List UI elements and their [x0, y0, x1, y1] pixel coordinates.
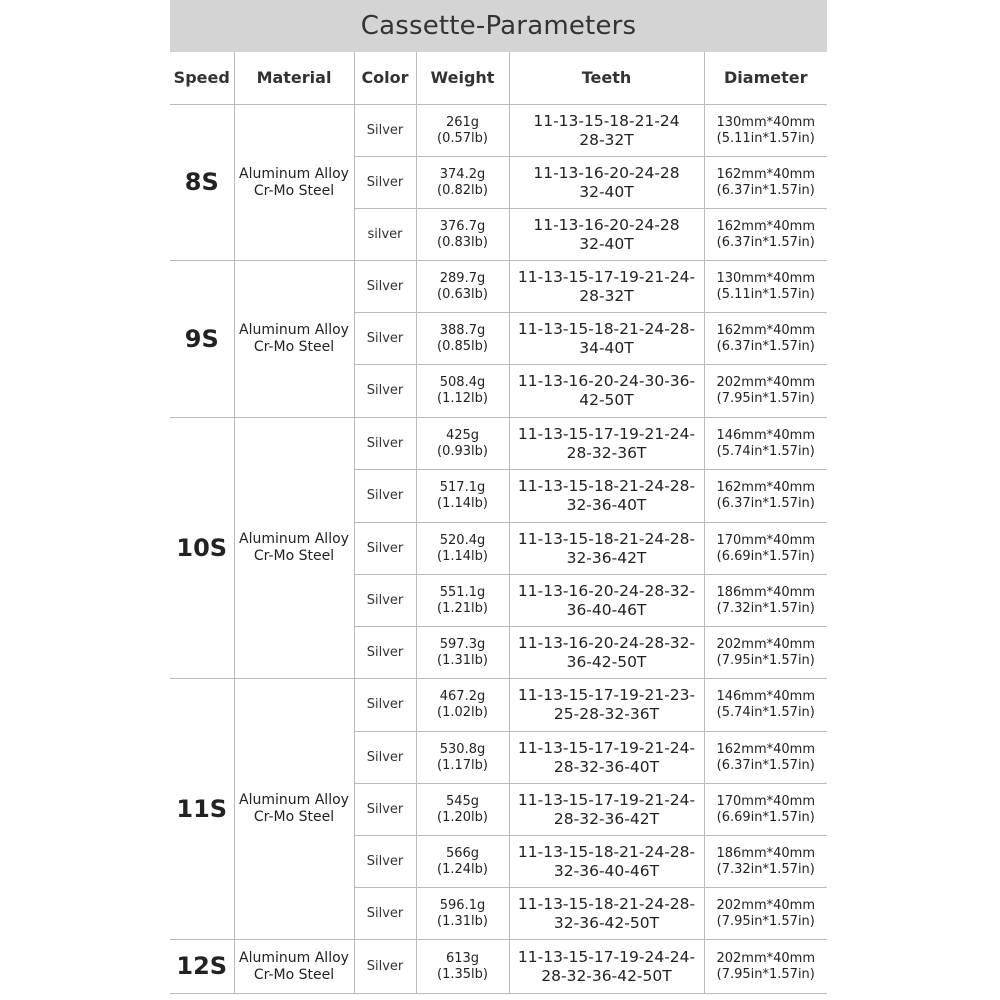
cell-line: (6.37in*1.57in) [716, 496, 815, 511]
diameter-cell [704, 732, 827, 784]
cell-line: Aluminum Alloy [239, 949, 349, 966]
cell-line: (6.37in*1.57in) [716, 234, 815, 250]
cell-line: 530.8g [439, 741, 486, 757]
teeth-cell [509, 888, 704, 940]
weight-cell [416, 523, 509, 575]
diameter-cell [704, 470, 827, 523]
material-cell [234, 105, 354, 261]
teeth-cell [509, 679, 704, 732]
cell-line: 11-13-15-17-19-21-24- [517, 424, 696, 443]
table-body [170, 105, 827, 994]
teeth-cell [509, 105, 704, 157]
color-cell: Silver [354, 679, 416, 732]
cell-line: (5.11in*1.57in) [716, 130, 815, 146]
teeth-cell [509, 157, 704, 209]
header-row [170, 52, 827, 105]
cell-line: 162mm*40mm [716, 218, 815, 234]
material-cell [234, 679, 354, 940]
color-cell: silver [354, 209, 416, 261]
color-cell: Silver [354, 157, 416, 209]
header-speed: Speed [170, 52, 234, 105]
cell-line: (1.31lb) [437, 652, 488, 668]
cell-line: 36-40-46T [566, 600, 647, 619]
header-diameter: Diameter [704, 52, 827, 105]
teeth-cell [509, 470, 704, 523]
weight-cell [416, 627, 509, 679]
color-cell: Silver [354, 105, 416, 157]
page-title: Cassette-Parameters [360, 11, 637, 41]
cell-line: (0.93lb) [437, 443, 488, 459]
cell-line: (1.12lb) [437, 391, 488, 406]
cell-line: 11-13-15-17-19-21-23- [517, 686, 696, 705]
speed-cell: 10S [170, 418, 234, 679]
diameter-cell [704, 105, 827, 157]
cell-line: 289.7g [439, 270, 486, 286]
cell-line: 11-13-15-18-21-24-28- [517, 529, 696, 548]
cell-line: (1.14lb) [437, 496, 488, 511]
cell-line: 11-13-16-20-24-30-36- [517, 372, 696, 391]
teeth-cell [509, 784, 704, 836]
cell-line: (0.85lb) [437, 338, 488, 354]
diameter-cell [704, 940, 827, 994]
cell-line: (7.95in*1.57in) [716, 966, 815, 982]
cell-line: (5.74in*1.57in) [716, 705, 815, 720]
cell-line: Aluminum Alloy [239, 165, 349, 182]
cell-line: 508.4g [439, 375, 486, 391]
cell-line: 261g [445, 114, 480, 130]
cell-line: 613g [445, 950, 480, 966]
title-banner [170, 0, 827, 52]
cell-line: 202mm*40mm [716, 375, 815, 391]
diameter-cell [704, 784, 827, 836]
cell-line: 11-13-15-17-19-21-24- [517, 790, 696, 809]
cell-line: (1.21lb) [437, 600, 488, 616]
cell-line: 28-32-36-42T [553, 809, 660, 828]
diameter-cell [704, 365, 827, 418]
cell-line: 162mm*40mm [716, 166, 815, 182]
cell-line: (6.69in*1.57in) [716, 809, 815, 825]
cell-line: Cr-Mo Steel [253, 182, 335, 199]
color-cell: Silver [354, 418, 416, 470]
cell-line: 146mm*40mm [716, 689, 815, 705]
color-cell: Silver [354, 575, 416, 627]
diameter-cell [704, 157, 827, 209]
material-cell [234, 261, 354, 418]
diameter-cell [704, 261, 827, 313]
cell-line: (7.95in*1.57in) [716, 652, 815, 668]
header-material: Material [234, 52, 354, 105]
cell-line: 28-32T [579, 130, 634, 149]
weight-cell [416, 365, 509, 418]
diameter-cell [704, 209, 827, 261]
teeth-cell [509, 418, 704, 470]
cell-line: 32-40T [579, 182, 634, 201]
cell-line: (0.57lb) [437, 130, 488, 146]
speed-cell: 9S [170, 261, 234, 418]
diameter-cell [704, 575, 827, 627]
cell-line: Cr-Mo Steel [253, 548, 335, 564]
cell-line: 11-13-16-20-24-28-32- [517, 581, 696, 600]
cell-line: 25-28-32-36T [553, 705, 660, 723]
color-cell: Silver [354, 627, 416, 679]
weight-cell [416, 836, 509, 888]
color-cell: Silver [354, 836, 416, 888]
color-cell: Silver [354, 261, 416, 313]
cell-line: 566g [445, 845, 480, 861]
cell-line: 32-36-40T [566, 496, 647, 514]
cell-line: (0.83lb) [437, 234, 488, 250]
cell-line: 36-42-50T [566, 652, 647, 671]
cell-line: 11-13-15-18-21-24-28- [517, 477, 696, 496]
teeth-cell [509, 836, 704, 888]
weight-cell [416, 784, 509, 836]
cell-line: 11-13-15-18-21-24-28- [517, 842, 696, 861]
cell-line: (7.32in*1.57in) [716, 861, 815, 877]
cell-line: (1.20lb) [437, 809, 488, 825]
cell-line: (0.82lb) [437, 182, 488, 198]
weight-cell [416, 888, 509, 940]
cell-line: (1.35lb) [437, 966, 488, 982]
teeth-cell [509, 575, 704, 627]
color-cell: Silver [354, 470, 416, 523]
cell-line: 374.2g [439, 166, 486, 182]
cell-line: 11-13-15-18-21-24-28- [517, 319, 696, 338]
cell-line: 520.4g [439, 532, 486, 548]
cell-line: 11-13-15-18-21-24-28- [517, 894, 696, 913]
diameter-cell [704, 836, 827, 888]
cell-line: (6.69in*1.57in) [716, 548, 815, 564]
table-row [170, 261, 827, 313]
cell-line: (1.02lb) [437, 705, 488, 720]
color-cell: Silver [354, 784, 416, 836]
weight-cell [416, 261, 509, 313]
cell-line: (7.95in*1.57in) [716, 391, 815, 406]
cell-line: (7.32in*1.57in) [716, 600, 815, 616]
header-color: Color [354, 52, 416, 105]
cell-line: (6.37in*1.57in) [716, 182, 815, 198]
cell-line: 425g [445, 427, 480, 443]
cell-line: 202mm*40mm [716, 950, 815, 966]
cell-line: 42-50T [579, 391, 634, 409]
table-row [170, 418, 827, 470]
weight-cell [416, 105, 509, 157]
cell-line: 170mm*40mm [716, 532, 815, 548]
cell-line: Cr-Mo Steel [253, 339, 335, 355]
cell-line: 162mm*40mm [716, 741, 815, 757]
cell-line: 162mm*40mm [716, 480, 815, 496]
cell-line: (1.14lb) [437, 548, 488, 564]
teeth-cell [509, 313, 704, 365]
speed-cell: 8S [170, 105, 234, 261]
teeth-cell [509, 261, 704, 313]
cell-line: 32-36-42T [566, 548, 647, 567]
header-teeth: Teeth [509, 52, 704, 105]
weight-cell [416, 418, 509, 470]
table-row [170, 940, 827, 994]
material-cell [234, 940, 354, 994]
cell-line: (1.24lb) [437, 861, 488, 877]
cell-line: Aluminum Alloy [239, 322, 349, 339]
teeth-cell [509, 523, 704, 575]
cell-line: 551.1g [439, 584, 486, 600]
teeth-cell [509, 732, 704, 784]
diameter-cell [704, 888, 827, 940]
cell-line: Aluminum Alloy [239, 531, 349, 548]
material-cell [234, 418, 354, 679]
color-cell: Silver [354, 313, 416, 365]
cell-line: 146mm*40mm [716, 427, 815, 443]
table-row [170, 105, 827, 157]
cell-line: 376.7g [439, 218, 486, 234]
cassette-parameters-table [170, 52, 827, 994]
cell-line: 517.1g [439, 480, 486, 496]
diameter-cell [704, 523, 827, 575]
cell-line: 186mm*40mm [716, 845, 815, 861]
table-row [170, 679, 827, 732]
cell-line: 11-13-16-20-24-28-32- [517, 633, 696, 652]
cell-line: 11-13-15-17-19-21-24- [517, 738, 696, 757]
teeth-cell [509, 940, 704, 994]
cell-line: (7.95in*1.57in) [716, 913, 815, 929]
cell-line: 28-32T [579, 286, 634, 305]
cell-line: 32-36-42-50T [553, 913, 660, 932]
cell-line: 545g [445, 793, 480, 809]
cell-line: 11-13-15-17-19-24-24- [517, 947, 696, 966]
diameter-cell [704, 627, 827, 679]
cell-line: (1.17lb) [437, 757, 488, 773]
color-cell: Silver [354, 940, 416, 994]
cell-line: 28-32-36-40T [553, 757, 660, 776]
cell-line: (0.63lb) [437, 286, 488, 302]
weight-cell [416, 575, 509, 627]
teeth-cell [509, 627, 704, 679]
cell-line: 597.3g [439, 636, 486, 652]
cell-line: (5.74in*1.57in) [716, 443, 815, 459]
cell-line: 202mm*40mm [716, 897, 815, 913]
cell-line: 130mm*40mm [716, 270, 815, 286]
speed-cell: 12S [170, 940, 234, 994]
cell-line: 11-13-16-20-24-28 [533, 163, 680, 182]
speed-cell: 11S [170, 679, 234, 940]
color-cell: Silver [354, 365, 416, 418]
teeth-cell [509, 209, 704, 261]
cell-line: 32-40T [579, 234, 634, 253]
weight-cell [416, 732, 509, 784]
cell-line: 11-13-15-18-21-24 [533, 111, 680, 130]
diameter-cell [704, 418, 827, 470]
cell-line: (1.31lb) [437, 913, 488, 929]
cell-line: Cr-Mo Steel [253, 809, 335, 825]
cell-line: (5.11in*1.57in) [716, 286, 815, 302]
cell-line: 11-13-15-17-19-21-24- [517, 267, 696, 286]
diameter-cell [704, 679, 827, 732]
weight-cell [416, 940, 509, 994]
cell-line: 388.7g [439, 322, 486, 338]
color-cell: Silver [354, 523, 416, 575]
weight-cell [416, 679, 509, 732]
cell-line: Aluminum Alloy [239, 792, 349, 809]
header-weight: Weight [416, 52, 509, 105]
cell-line: 467.2g [439, 689, 486, 705]
cell-line: 28-32-36T [566, 443, 647, 462]
cell-line: 186mm*40mm [716, 584, 815, 600]
weight-cell [416, 470, 509, 523]
cell-line: 596.1g [439, 897, 486, 913]
cell-line: (6.37in*1.57in) [716, 757, 815, 773]
cell-line: (6.37in*1.57in) [716, 338, 815, 354]
cell-line: 162mm*40mm [716, 322, 815, 338]
weight-cell [416, 157, 509, 209]
cell-line: 28-32-36-42-50T [541, 966, 672, 985]
cell-line: Cr-Mo Steel [253, 966, 335, 983]
cell-line: 11-13-16-20-24-28 [533, 215, 680, 234]
cell-line: 130mm*40mm [716, 114, 815, 130]
cell-line: 170mm*40mm [716, 793, 815, 809]
color-cell: Silver [354, 888, 416, 940]
cell-line: 34-40T [579, 338, 634, 357]
weight-cell [416, 209, 509, 261]
teeth-cell [509, 365, 704, 418]
diameter-cell [704, 313, 827, 365]
cell-line: 202mm*40mm [716, 636, 815, 652]
weight-cell [416, 313, 509, 365]
cell-line: 32-36-40-46T [553, 861, 660, 880]
color-cell: Silver [354, 732, 416, 784]
